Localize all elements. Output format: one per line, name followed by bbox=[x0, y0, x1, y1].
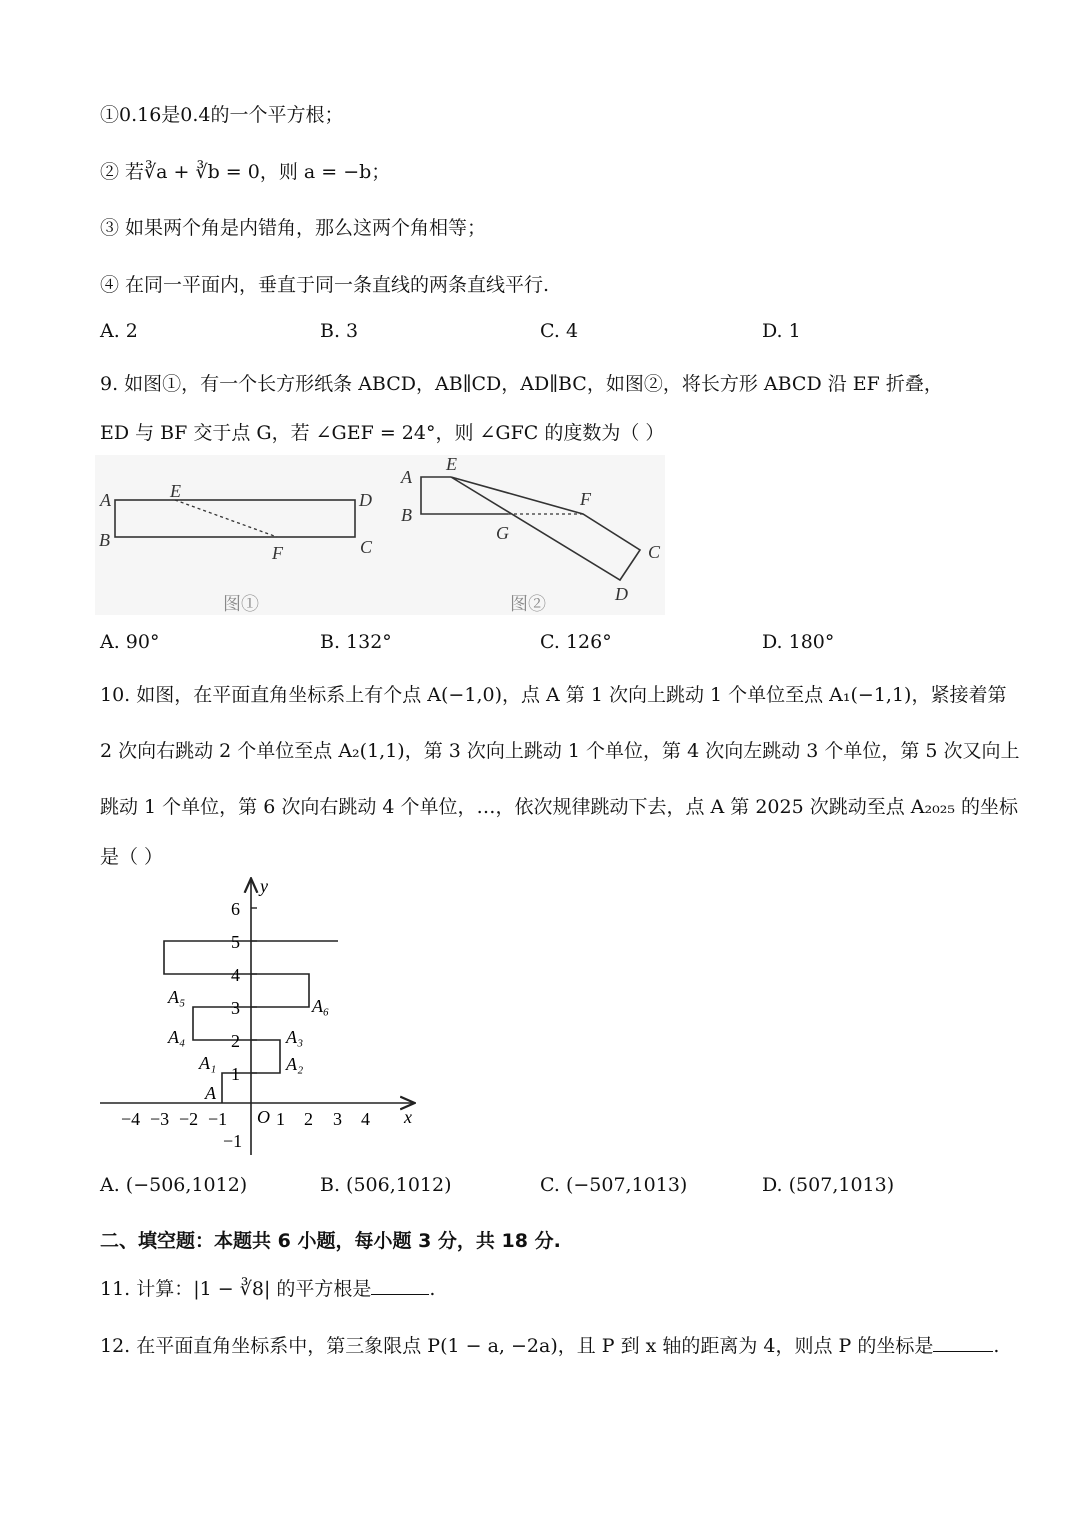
x-tick-label: 3 bbox=[333, 1109, 342, 1129]
fig1-label-e: E bbox=[170, 481, 181, 501]
y-tick-label: 6 bbox=[231, 899, 240, 919]
q11-end: . bbox=[429, 1278, 436, 1300]
q9-option-b[interactable]: B. 132° bbox=[320, 631, 392, 653]
x-tick-label: 2 bbox=[304, 1109, 313, 1129]
point-label-a6: A₆ bbox=[312, 996, 330, 1016]
point-label-a5: A₅ bbox=[168, 987, 186, 1007]
y-tick-label: 5 bbox=[231, 932, 240, 952]
fig1-label-c: C bbox=[360, 537, 373, 557]
q11-suffix: 的平方根是 bbox=[270, 1278, 372, 1300]
q9-figure bbox=[95, 455, 665, 615]
q10-text-line3: 跳动 1 个单位，第 6 次向右跳动 4 个单位，…，依次规律跳动下去，点 A 第 2025 次跳动至点 A₂₀₂₅ 的坐标 bbox=[100, 796, 1019, 818]
q9-option-a[interactable]: A. 90° bbox=[100, 631, 160, 653]
q10-option-d[interactable]: D. (507,1013) bbox=[762, 1174, 895, 1196]
fig1-caption: 图① bbox=[223, 594, 259, 614]
x-tick-label: 1 bbox=[276, 1109, 285, 1129]
fig2-label-e: E bbox=[446, 455, 457, 474]
q11-answer-blank[interactable] bbox=[371, 1275, 429, 1295]
fig1-label-b: B bbox=[99, 530, 110, 550]
x-tick-label: −4 bbox=[121, 1109, 141, 1129]
q11-prefix: 11. 计算： bbox=[100, 1278, 194, 1300]
q12-end: . bbox=[993, 1335, 1000, 1357]
q10-text-line2: 2 次向右跳动 2 个单位至点 A₂(1,1)，第 3 次向上跳动 1 个单位，第 4 次向左跳动 3 个单位，第 5 次又向上 bbox=[100, 740, 1020, 762]
q8-option-a[interactable]: A. 2 bbox=[100, 320, 138, 342]
point-label-a: A bbox=[205, 1083, 216, 1103]
q10-text-line4: 是（ ） bbox=[100, 846, 164, 868]
q9-text-line1: 9. 如图①，有一个长方形纸条 ABCD，AB∥CD，AD∥BC，如图②，将长方形 ABCD 沿 EF 折叠， bbox=[100, 373, 943, 395]
q11-text bbox=[100, 1274, 435, 1301]
x-tick-label: −2 bbox=[179, 1109, 199, 1129]
point-label-a4: A₄ bbox=[168, 1027, 186, 1047]
q9-option-d[interactable]: D. 180° bbox=[762, 631, 835, 653]
point-label-a2: A₂ bbox=[286, 1054, 304, 1074]
y-tick-label: −1 bbox=[223, 1131, 243, 1151]
statement-3: ③ 如果两个角是内错角，那么这两个角相等； bbox=[100, 217, 487, 239]
fig2-label-c: C bbox=[648, 542, 661, 562]
fig2-label-d: D bbox=[615, 584, 628, 604]
statement-1: ①0.16是0.4的一个平方根； bbox=[100, 104, 344, 126]
q10-text-line1: 10. 如图，在平面直角坐标系上有个点 A(−1,0)，点 A 第 1 次向上跳动 1 个单位至点 A₁(−1,1)，紧接着第 bbox=[100, 684, 1007, 706]
x-tick-label: −1 bbox=[208, 1109, 228, 1129]
q8-option-d[interactable]: D. 1 bbox=[762, 320, 801, 342]
section-heading-fill-in: 二、填空题：本题共 6 小题，每小题 3 分，共 18 分. bbox=[100, 1230, 561, 1252]
q10-option-a[interactable]: A. (−506,1012) bbox=[100, 1174, 248, 1196]
q9-option-c[interactable]: C. 126° bbox=[540, 631, 612, 653]
q10-option-b[interactable]: B. (506,1012) bbox=[320, 1174, 452, 1196]
fig2-caption: 图② bbox=[510, 594, 546, 614]
point-label-a3: A₃ bbox=[286, 1027, 304, 1047]
q10-coordinate-graph bbox=[95, 870, 425, 1160]
y-axis-label: y bbox=[260, 876, 268, 896]
q12-answer-blank[interactable] bbox=[933, 1332, 993, 1352]
fig2-label-a: A bbox=[401, 467, 412, 487]
q10-option-c[interactable]: C. (−507,1013) bbox=[540, 1174, 688, 1196]
x-axis-label: x bbox=[404, 1107, 412, 1127]
fig2-label-b: B bbox=[401, 505, 412, 525]
origin-label: O bbox=[257, 1107, 270, 1127]
fig1-label-a: A bbox=[100, 490, 111, 510]
q8-option-b[interactable]: B. 3 bbox=[320, 320, 359, 342]
statement-2: ② 若∛a + ∛b = 0，则 a = −b； bbox=[100, 161, 391, 183]
q9-text-line2: ED 与 BF 交于点 G，若 ∠GEF = 24°，则 ∠GFC 的度数为（ ） bbox=[100, 422, 665, 444]
y-tick-label: 2 bbox=[231, 1031, 240, 1051]
x-tick-label: 4 bbox=[361, 1109, 370, 1129]
q8-option-c[interactable]: C. 4 bbox=[540, 320, 579, 342]
fig2-label-g: G bbox=[496, 523, 509, 543]
q11-expression: |1 − ∛8| bbox=[193, 1278, 271, 1300]
y-tick-label: 4 bbox=[231, 965, 240, 985]
fig1-label-d: D bbox=[359, 490, 372, 510]
y-tick-label: 3 bbox=[231, 998, 240, 1018]
q12-text bbox=[100, 1331, 999, 1358]
point-label-a1: A₁ bbox=[199, 1053, 217, 1073]
fig2-label-f: F bbox=[580, 489, 591, 509]
x-tick-label: −3 bbox=[150, 1109, 170, 1129]
q12-prefix: 12. 在平面直角坐标系中，第三象限点 P(1 − a, −2a)，且 P 到 x 轴的距离为 4，则点 P 的坐标是 bbox=[100, 1335, 934, 1357]
y-tick-label: 1 bbox=[231, 1064, 240, 1084]
statement-4: ④ 在同一平面内，垂直于同一条直线的两条直线平行. bbox=[100, 274, 550, 296]
fig1-label-f: F bbox=[272, 543, 283, 563]
